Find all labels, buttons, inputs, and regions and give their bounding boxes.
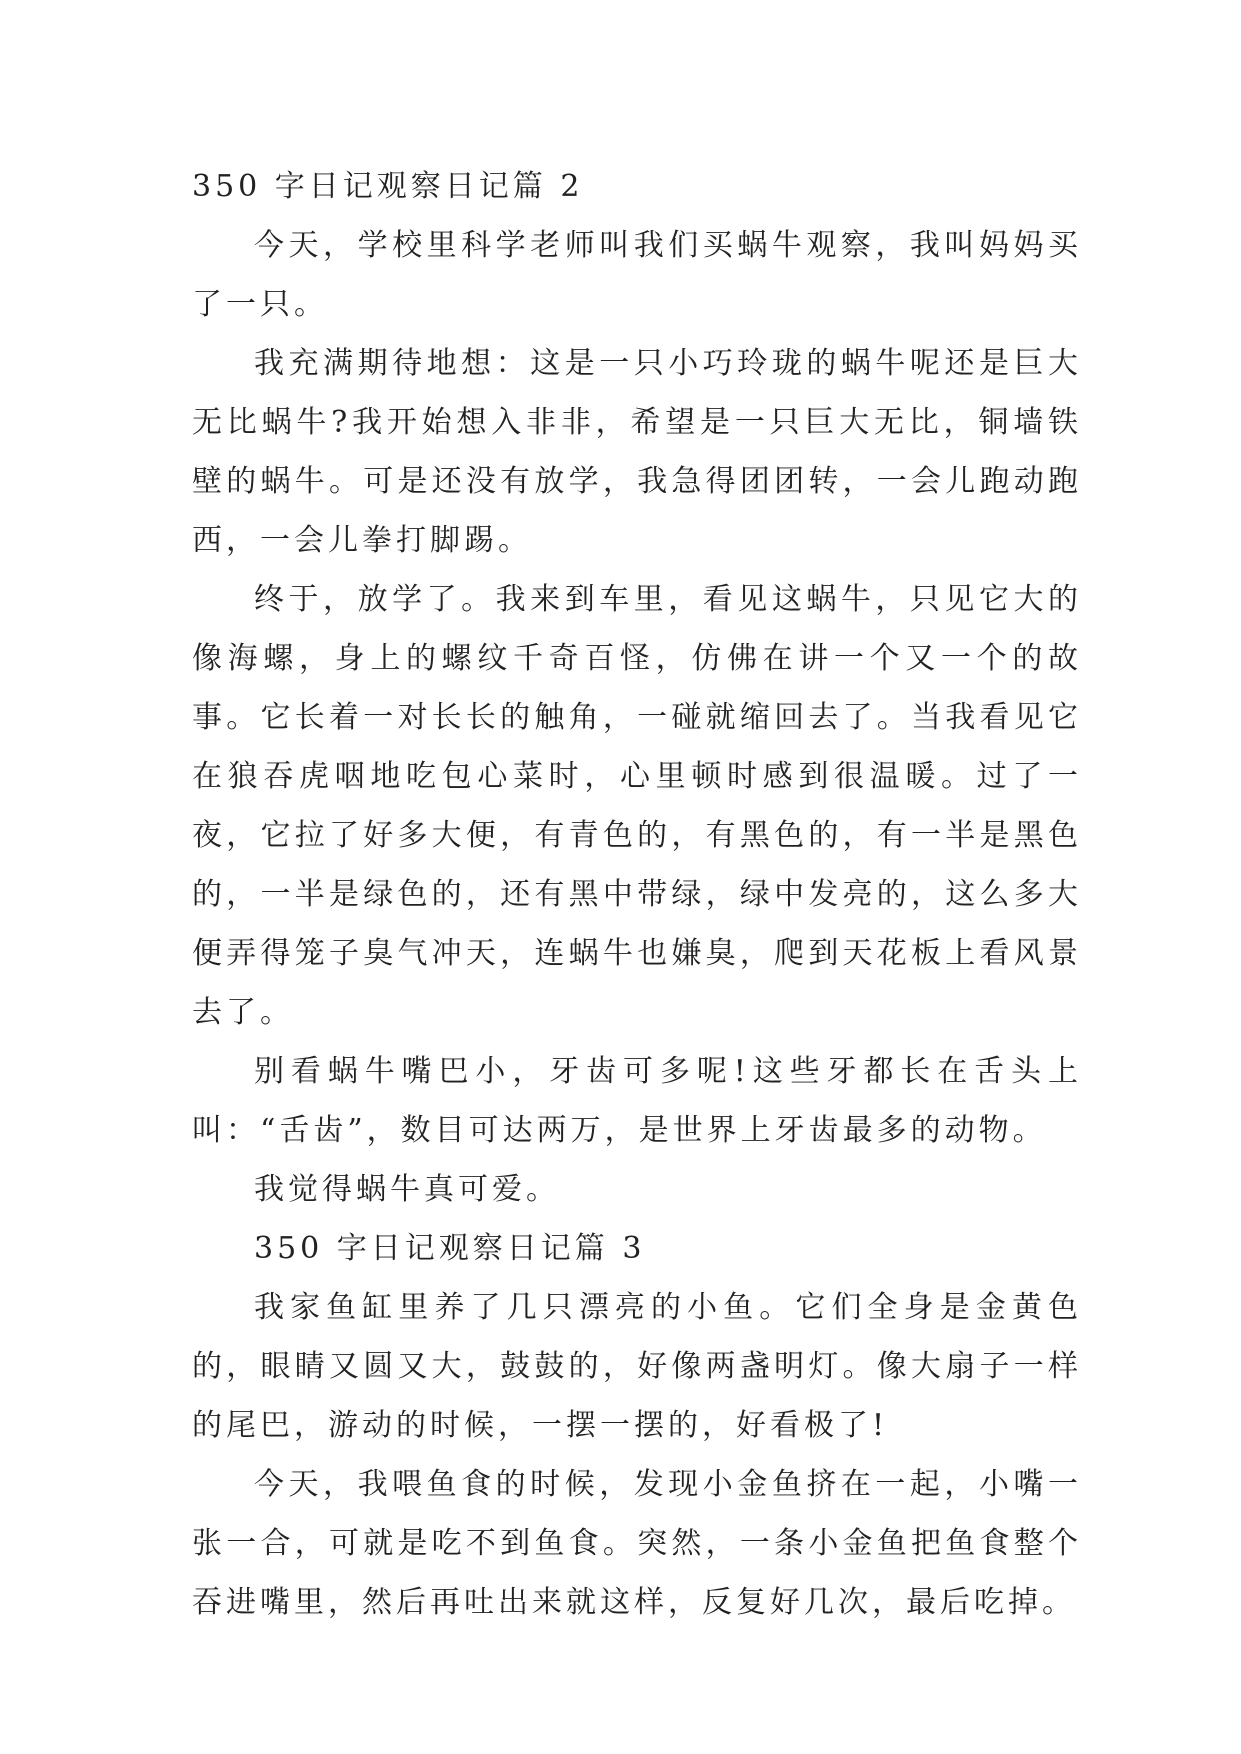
paragraph-expectation: 我充满期待地想：这是一只小巧玲珑的蜗牛呢还是巨大无比蜗牛?我开始想入非非，希望是一只巨大无比，铜墙铁壁的蜗牛。可是还没有放学，我急得团团转，一会儿跑动跑西，一会儿拳打脚踢。	[192, 346, 1082, 558]
section-heading-2: 350 字日记观察日记篇 2	[192, 169, 584, 204]
document-body	[192, 157, 1082, 1632]
section-heading-3: 350 字日记观察日记篇 3	[254, 1231, 646, 1266]
paragraph-teeth: 别看蜗牛嘴巴小，牙齿可多呢!这些牙都长在舌头上叫：“舌齿”，数目可达两万，是世界上牙齿最多的动物。	[192, 1054, 1082, 1148]
paragraph-conclusion: 我觉得蜗牛真可爱。	[254, 1172, 560, 1207]
paragraph-feeding: 今天，我喂鱼食的时候，发现小金鱼挤在一起，小嘴一张一合，可就是吃不到鱼食。突然，一条小金鱼把鱼食整个吞进嘴里，然后再吐出来就这样，反复好几次，最后吃掉。	[192, 1467, 1082, 1620]
paragraph-intro: 今天，学校里科学老师叫我们买蜗牛观察，我叫妈妈买了一只。	[192, 228, 1082, 322]
paragraph-goldfish: 我家鱼缸里养了几只漂亮的小鱼。它们全身是金黄色的，眼睛又圆又大，鼓鼓的，好像两盏明灯。像大扇子一样的尾巴，游动的时候，一摆一摆的，好看极了!	[192, 1290, 1082, 1443]
paragraph-observation: 终于，放学了。我来到车里，看见这蜗牛，只见它大的像海螺，身上的螺纹千奇百怪，仿佛在讲一个又一个的故事。它长着一对长长的触角，一碰就缩回去了。当我看见它在狼吞虎咽地吃包心菜时，心里顿时感到很温暖。过了一夜，它拉了好多大便，有青色的，有黑色的，有一半是黑色的，一半是绿色的，还有黑中带绿，绿中发亮的，这么多大便弄得笼子臭气冲天，连蜗牛也嫌臭，爬到天花板上看风景去了。	[192, 582, 1082, 1030]
